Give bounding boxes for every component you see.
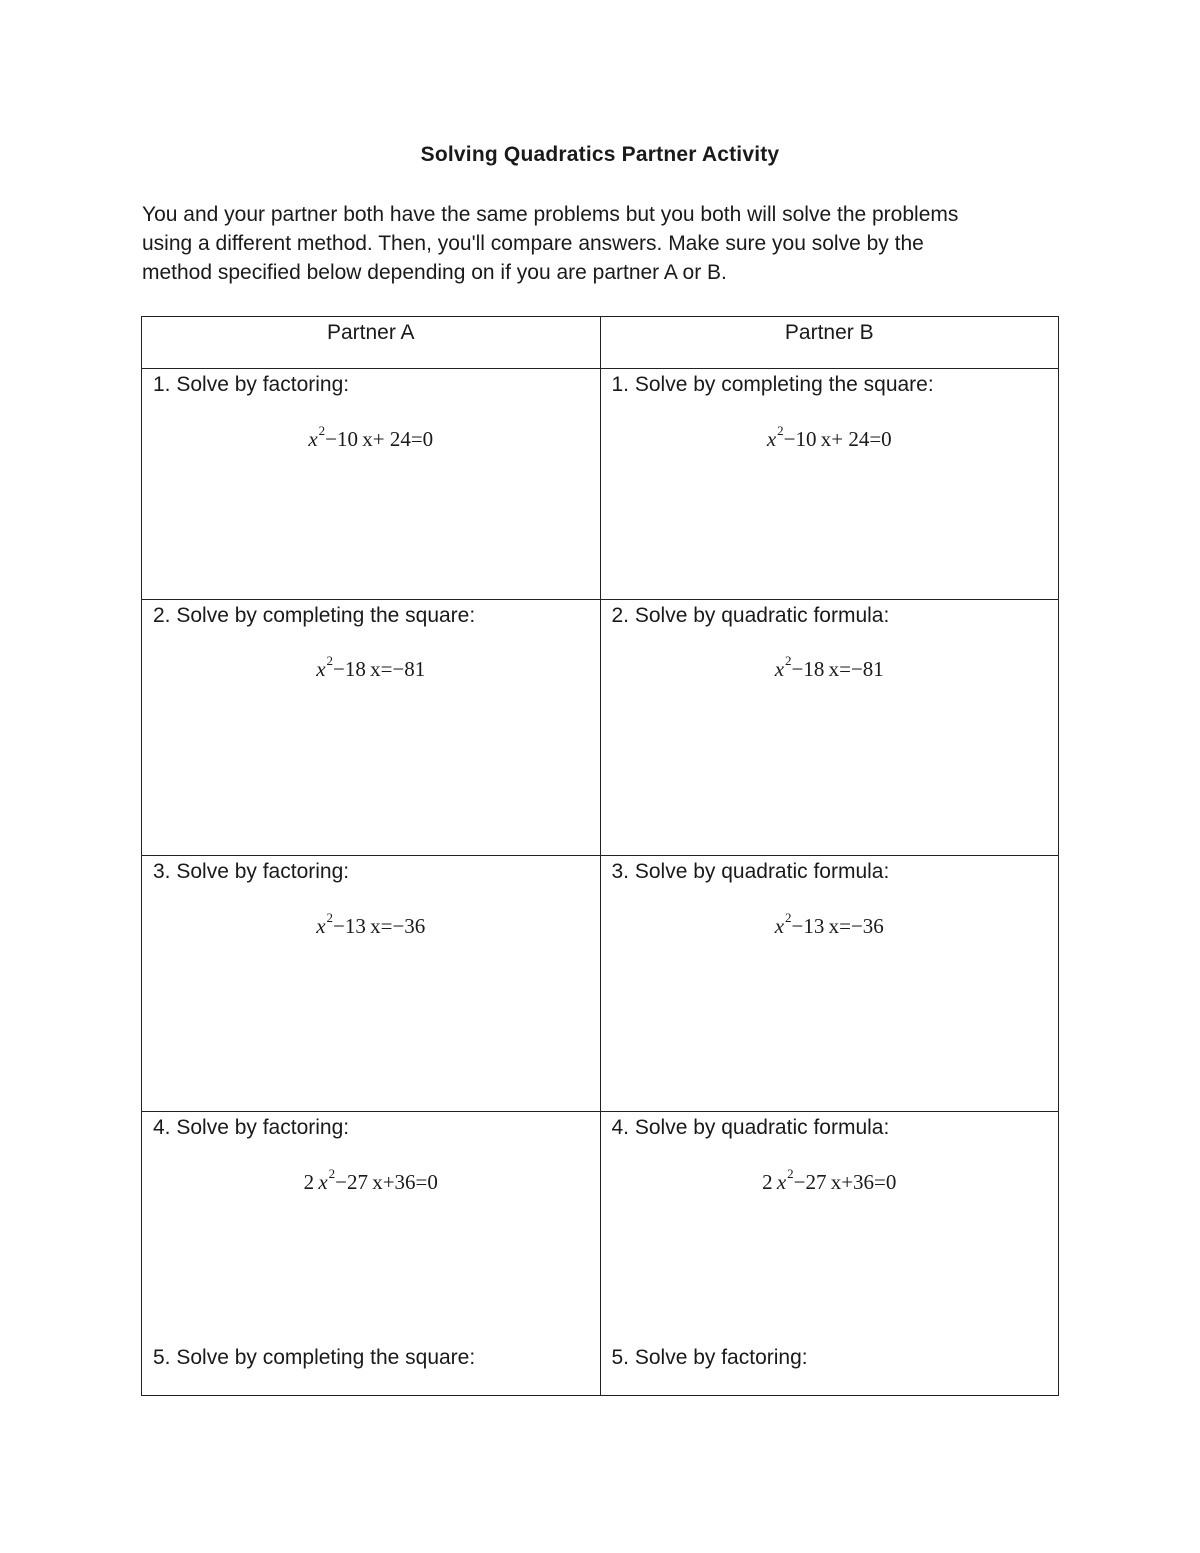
partner-a-problem-2[interactable] [142, 600, 601, 856]
problem-table [141, 316, 1059, 1396]
partner-a-problem-1[interactable] [142, 369, 601, 600]
problem-row [142, 856, 1059, 1112]
partner-b-header: Partner B [600, 317, 1059, 369]
instructions-line: using a different method. Then, you'll compare answers. Make sure you solve by the [142, 232, 924, 255]
problem-label: 2. Solve by completing the square: [153, 604, 476, 627]
equation: $x^2-13$ x=−36 [316, 910, 426, 938]
problem-row [142, 600, 1059, 856]
partner-a-problem-3[interactable] [142, 856, 601, 1112]
problem-label: 2. Solve by quadratic formula: [611, 604, 890, 627]
partner-a-problem-4[interactable] [142, 1112, 601, 1396]
problem-label: 3. Solve by quadratic formula: [611, 860, 890, 883]
problem-label: 4. Solve by factoring: [153, 1116, 350, 1139]
page-title: Solving Quadratics Partner Activity [420, 143, 780, 166]
problem-row [142, 1112, 1059, 1396]
partner-a-header: Partner A [142, 317, 601, 369]
instructions-line: method specified below depending on if you are partner A or B. [142, 261, 727, 284]
equation: 2 $x^2-27$ x+36=0 [303, 1166, 438, 1194]
partner-b-problem-3[interactable] [600, 856, 1059, 1112]
problem-label: 5. Solve by factoring: [611, 1346, 808, 1369]
partner-b-problem-1[interactable] [600, 369, 1059, 600]
problem-label: 3. Solve by factoring: [153, 860, 350, 883]
instructions [142, 200, 1072, 287]
partner-b-problem-4[interactable] [600, 1112, 1059, 1396]
equation: 2 $x^2-27$ x+36=0 [762, 1166, 897, 1194]
instructions-line: You and your partner both have the same problems but you both will solve the problems [142, 203, 959, 226]
equation: $x^2-18$ x=−81 [316, 653, 426, 681]
equation: $x^2-10$ x+ 24=0 [308, 423, 434, 451]
problem-row [142, 369, 1059, 600]
problem-label: 1. Solve by factoring: [153, 373, 350, 396]
equation: $x^2-10$ x+ 24=0 [766, 423, 892, 451]
header-row [142, 317, 1059, 369]
equation: $x^2-18$ x=−81 [774, 653, 884, 681]
equation: $x^2-13$ x=−36 [774, 910, 884, 938]
problem-label: 1. Solve by completing the square: [611, 373, 934, 396]
problem-label: 4. Solve by quadratic formula: [611, 1116, 890, 1139]
problem-label: 5. Solve by completing the square: [153, 1346, 476, 1369]
partner-b-problem-2[interactable] [600, 600, 1059, 856]
